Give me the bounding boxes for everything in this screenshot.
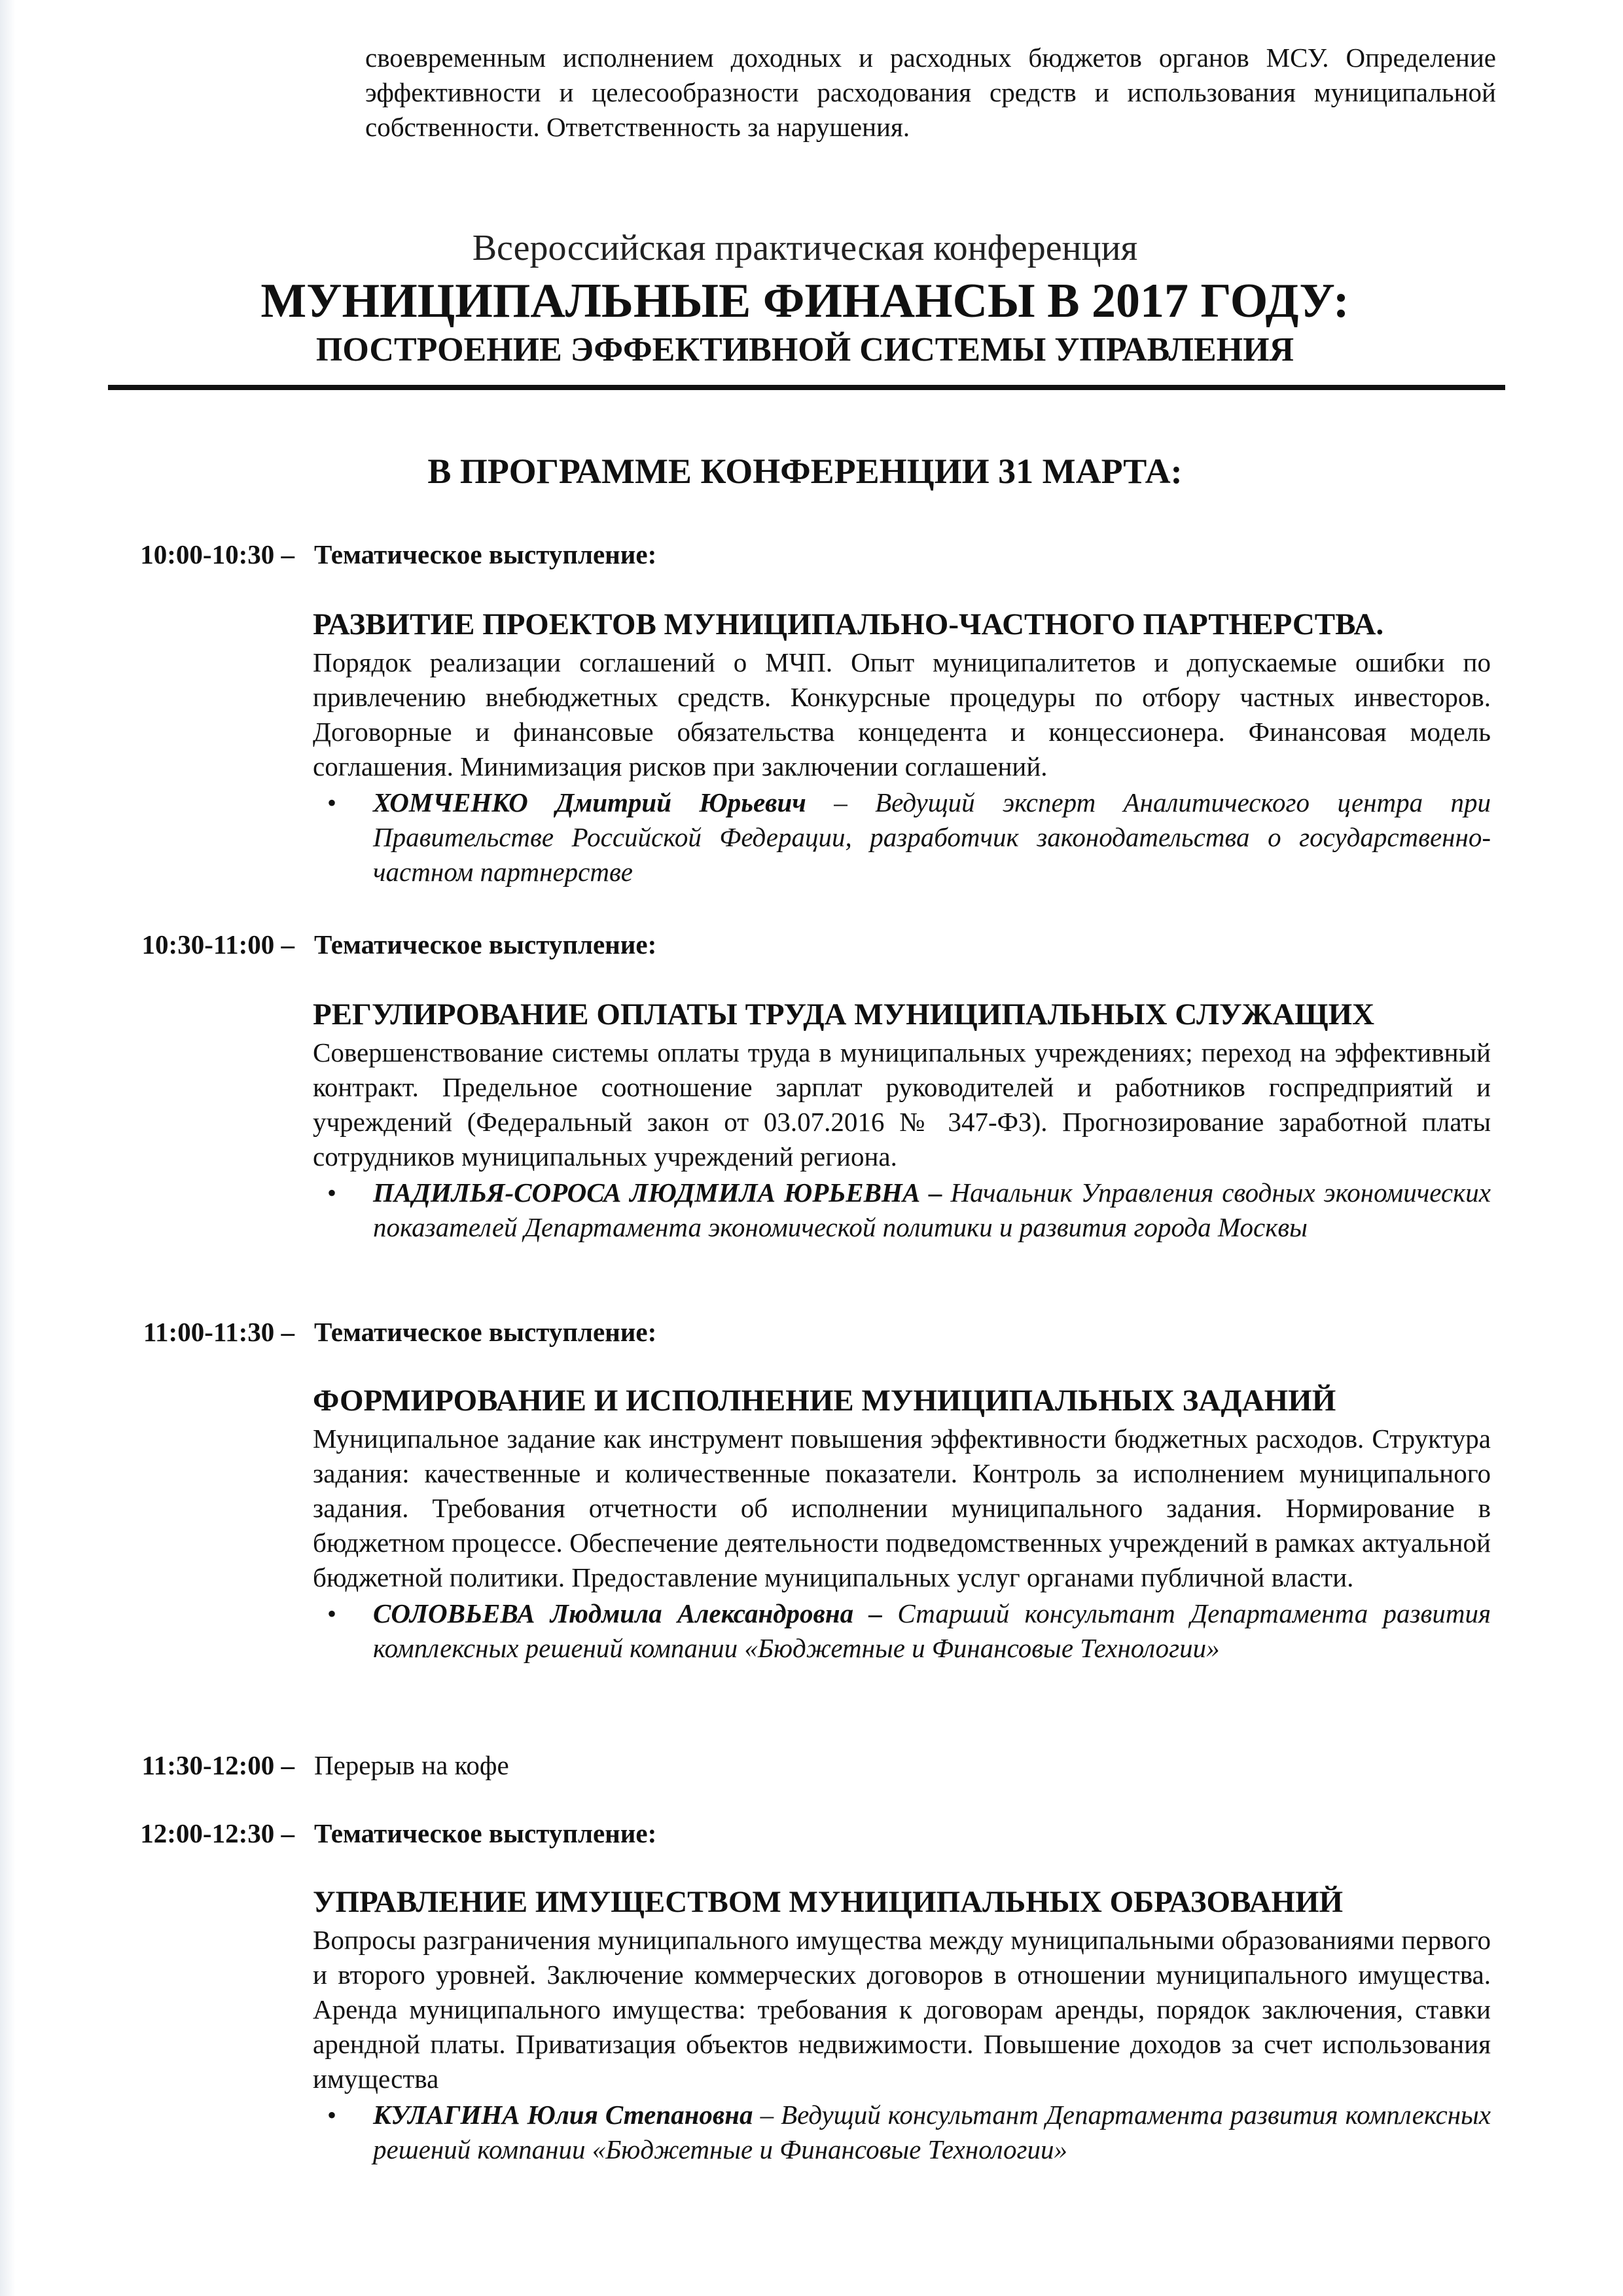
slot-time: 12:00-12:30 – bbox=[140, 1818, 294, 1848]
bullet-icon: • bbox=[327, 1599, 337, 1628]
speaker-text bbox=[373, 1596, 1491, 1666]
speaker-name: СОЛОВЬЕВА Людмила Александровна – bbox=[373, 1598, 882, 1628]
speaker-name: КУЛАГИНА Юлия Степановна bbox=[373, 2100, 753, 2130]
bullet-icon: • bbox=[327, 788, 337, 817]
header-divider bbox=[108, 385, 1505, 390]
talk-block bbox=[313, 996, 1491, 1245]
conference-header bbox=[105, 226, 1505, 370]
speaker-role: – Ведущий эксперт Аналитического центра при Правительстве Российской Федерации, разработчик законодательства о государственно-частном партнерстве bbox=[373, 787, 1491, 887]
speaker-role: Старший консультант Департамента развития комплексных решений компании «Бюджетные и Финансовые Технологии» bbox=[373, 1598, 1491, 1663]
slot-type: Тематическое выступление: bbox=[314, 539, 657, 569]
talk-title: ФОРМИРОВАНИЕ И ИСПОЛНЕНИЕ МУНИЦИПАЛЬНЫХ ЗАДАНИЙ bbox=[313, 1384, 1336, 1418]
slot-type: Тематическое выступление: bbox=[314, 1818, 657, 1848]
talk-description: Муниципальное задание как инструмент повышения эффективности бюджетных расходов. Структура задания: качественные и количественные показатели. Контроль за исполнением муниципального задания. Требования отчетности об исполнении муниципального задания. Нормирование в бюджетном процессе. Обеспечение деятельности подведомственных учреждений в рамках актуальной бюджетной политики. Предоставление муниципальных услуг органами публичной власти. bbox=[313, 1424, 1491, 1592]
conference-subtitle: ПОСТРОЕНИЕ ЭФФЕКТИВНОЙ СИСТЕМЫ УПРАВЛЕНИЯ bbox=[315, 331, 1294, 368]
speaker-name: ПАДИЛЬЯ-СОРОСА ЛЮДМИЛА ЮРЬЕВНА – bbox=[373, 1177, 942, 1208]
speaker-text bbox=[373, 2098, 1491, 2167]
slot-type: Перерыв на кофе bbox=[314, 1750, 509, 1780]
speaker-item bbox=[313, 1175, 1491, 1245]
talk-description: Порядок реализации соглашений о МЧП. Опыт муниципалитетов и допускаемые ошибки по привлечению внебюджетных средств. Конкурсные процедуры по отбору частных инвесторов. Договорные и финансовые обязательства концедента и концессионера. Финансовая модель соглашения. Минимизация рисков при заключении соглашений. bbox=[313, 647, 1491, 781]
program-heading: В ПРОГРАММЕ КОНФЕРЕНЦИИ 31 МАРТА: bbox=[427, 452, 1183, 491]
scan-edge-shadow bbox=[0, 0, 16, 2296]
slot-time: 10:00-10:30 – bbox=[140, 539, 294, 569]
slot-type: Тематическое выступление: bbox=[314, 1317, 657, 1347]
speaker-text bbox=[373, 785, 1491, 889]
talk-block bbox=[313, 1884, 1491, 2167]
slot-time: 11:00-11:30 – bbox=[143, 1317, 294, 1347]
intro-paragraph: своевременным исполнением доходных и расходных бюджетов органов МСУ. Определение эффективности и целесообразности расходования средств и использования муниципальной собственности. Ответственность за нарушения. bbox=[365, 43, 1496, 142]
speaker-item bbox=[313, 1596, 1491, 1666]
talk-description: Вопросы разграничения муниципального имущества между муниципальными образованиями первого и второго уровней. Заключение коммерческих договоров в отношении муниципального имущества. Аренда муниципального имущества: требования к договорам аренды, порядок заключения, ставки арендной платы. Приватизация объектов недвижимости. Повышение доходов за счет использования имущества bbox=[313, 1925, 1491, 2094]
slot-time: 11:30-12:00 – bbox=[141, 1750, 294, 1780]
speaker-role: Начальник Управления сводных экономических показателей Департамента экономической политики и развития города Москвы bbox=[373, 1177, 1491, 1242]
speaker-text bbox=[373, 1175, 1491, 1245]
talk-block bbox=[313, 606, 1491, 889]
talk-title: РЕГУЛИРОВАНИЕ ОПЛАТЫ ТРУДА МУНИЦИПАЛЬНЫХ СЛУЖАЩИХ bbox=[313, 997, 1375, 1031]
talk-block bbox=[313, 1382, 1491, 1666]
bullet-icon: • bbox=[327, 2100, 337, 2130]
talk-title: РАЗВИТИЕ ПРОЕКТОВ МУНИЦИПАЛЬНО-ЧАСТНОГО ПАРТНЕРСТВА. bbox=[313, 607, 1384, 641]
conference-kind: Всероссийская практическая конференция bbox=[472, 228, 1138, 268]
conference-title: МУНИЦИПАЛЬНЫЕ ФИНАНСЫ В 2017 ГОДУ: bbox=[260, 274, 1349, 328]
slot-time: 10:30-11:00 – bbox=[141, 929, 294, 960]
speaker-role: – Ведущий консультант Департамента развития комплексных решений компании «Бюджетные и Финансовые Технологии» bbox=[373, 2100, 1491, 2164]
talk-description: Совершенствование системы оплаты труда в муниципальных учреждениях; переход на эффективный контракт. Предельное соотношение зарплат руководителей и работников госпредприятий и учреждений (Федеральный закон от 03.07.2016 № 347-ФЗ). Прогнозирование заработной платы сотрудников муниципальных учреждений региона. bbox=[313, 1037, 1491, 1172]
speaker-name: ХОМЧЕНКО Дмитрий Юрьевич bbox=[373, 787, 806, 817]
bullet-icon: • bbox=[327, 1178, 337, 1208]
speaker-item bbox=[313, 2098, 1491, 2167]
talk-title: УПРАВЛЕНИЕ ИМУЩЕСТВОМ МУНИЦИПАЛЬНЫХ ОБРАЗОВАНИЙ bbox=[313, 1885, 1344, 1919]
speaker-item bbox=[313, 785, 1491, 889]
slot-type: Тематическое выступление: bbox=[314, 929, 657, 960]
